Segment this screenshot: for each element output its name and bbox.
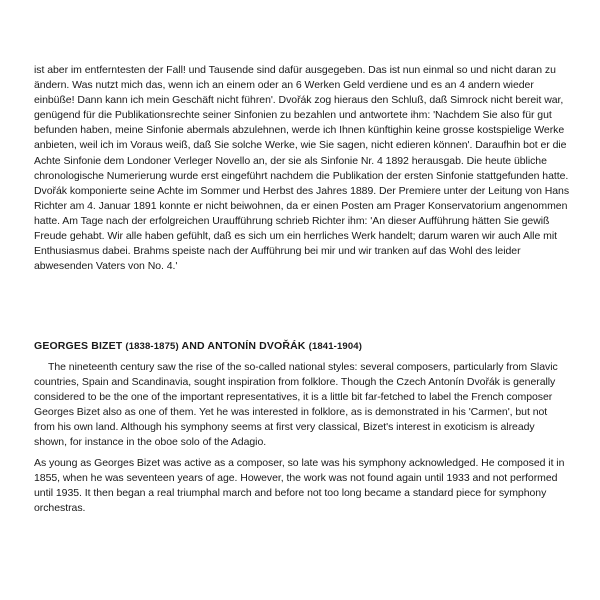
english-text-section: [34, 360, 570, 516]
heading-years-2: (1841-1904): [308, 341, 363, 352]
german-paragraph: Dvořák komponierte seine Achte im Sommer und Herbst des Jahres 1889. Der Premiere unter der Leitung von Hans Richter am 4. Januar 1891 konnte er nicht beiwohnen, da er einen Posten am Prager Konservatorium angenommen hatte. Am Tage nach der erfolgreichen Uraufführung schrieb Richter ihm: 'An dieser Aufführung hätten Sie gewiß Freude gehabt. Wir alle haben gefühlt, daß es sich um ein herrliches Werk handelt; darum waren wir auch Alle mit Enthusiasmus dabei. Brahms speiste nach der Aufführung bei mir und wir tranken auf das Wohl des leider abwesenden Vaters von No. 4.': [34, 184, 570, 273]
heading-years-1: (1838-1875): [125, 341, 179, 352]
german-text-section: [34, 63, 570, 274]
german-paragraph: ist aber im entferntesten der Fall! und Tausende sind dafür ausgegeben. Das ist nun einmal so und nicht daran zu ändern. Was nutzt mich das, wenn ich an einem oder an 6 Werken Geld verdiene und es an 4 andern wieder einbüße! Dann kann ich mein Geschäft nicht führen'. Dvořák zog hieraus den Schluß, daß Simrock nicht bereit war, genügend für die Publikationsrechte seiner Sinfonien zu bezahlen und antwortete ihm: 'Nachdem Sie also für gut befunden haben, meine Sinfonie abermals abzulehnen, werde ich Ihnen künftighin keine grosse kostspielige Werke anbieten, weil ich im Voraus weiß, daß Sie solche Werke, wie Sie sagen, nicht edieren können'. Daraufhin bot er die Achte Sinfonie dem Londoner Verleger Novello an, der sie als Sinfonie Nr. 4 1892 herausgab. Die heute übliche chronologische Numerierung wurde erst eingeführt nachdem die Publikation der ersten Sinfonie stattgefunden hatte.: [34, 64, 569, 182]
heading-connector: AND: [181, 340, 205, 352]
english-paragraph: The nineteenth century saw the rise of the so-called national styles: several composers, particularly from Slavic countries, Spain and Scandinavia, sought inspiration from folklore. Though the Czech Antonín Dvořák is generally considered to be the one of the important representatives, it is a little bit far-fetched to label the French composer Georges Bizet also as one of them. Yet he was interested in folklore, as is demonstrated in his 'Carmen', but not from his own land. Although his symphony seems at first very classical, Bizet's interest in exoticism is already shown, for instance in the oboe solo of the Adagio.: [34, 361, 558, 449]
heading-composer-2: ANTONÍN DVOŘÁK: [207, 340, 306, 352]
heading-composer-1: GEORGES BIZET: [34, 340, 123, 352]
english-paragraph: As young as Georges Bizet was active as a composer, so late was his symphony acknowledged. He composed it in 1855, when he was seventeen years of age. However, the work was not found again until 1933 and not performed until 1935. It then began a real triumphal march and before not too long became a standard piece for symphony orchestras.: [34, 456, 565, 514]
section-heading: [34, 340, 570, 352]
